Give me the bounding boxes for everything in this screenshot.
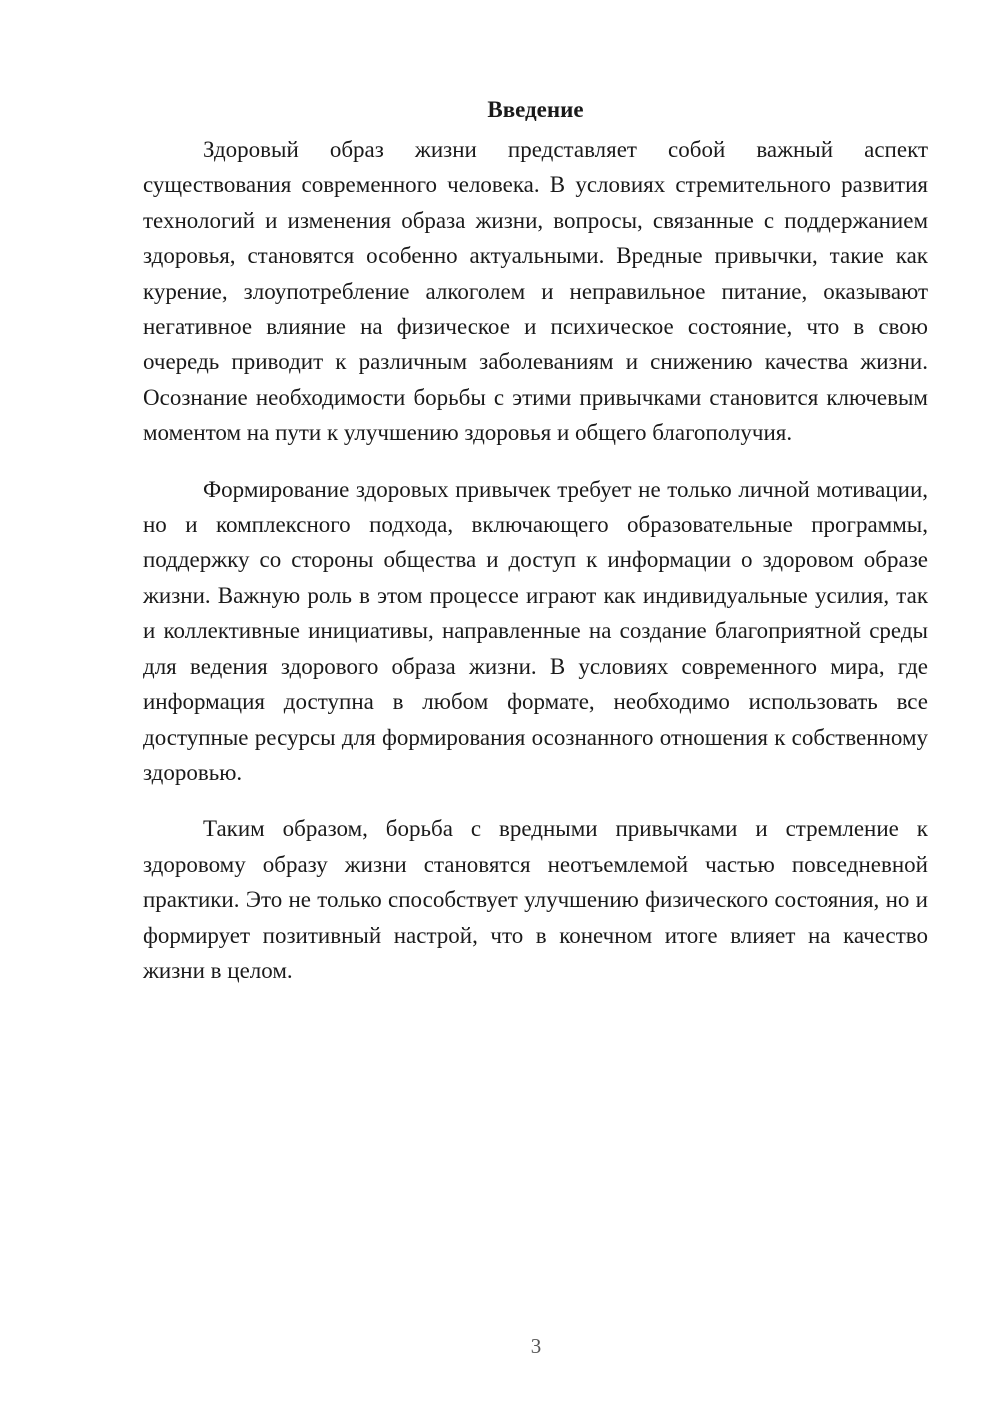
page-content <box>143 92 928 1009</box>
paragraph-3: Таким образом, борьба с вредными привычками и стремление к здоровому образу жизни становятся неотъемлемой частью повседневной практики. Это не только способствует улучшению физического состояния, но и формирует позитивный настрой, что в конечном итоге влияет на качество жизни в целом. <box>143 816 928 983</box>
paragraph-1: Здоровый образ жизни представляет собой важный аспект существования современного человека. В условиях стремительного развития технологий и изменения образа жизни, вопросы, связанные с поддержанием здоровья, становятся особенно актуальными. Вредные привычки, такие как курение, злоупотребление алкоголем и неправильное питание, оказывают негативное влияние на физическое и психическое состояние, что в свою очередь приводит к различным заболеваниям и снижению качества жизни. Осознание необходимости борьбы с этими привычками становится ключевым моментом на пути к улучшению здоровья и общего благополучия. <box>143 137 928 446</box>
section-heading: Введение <box>487 97 584 122</box>
page-number: 3 <box>530 1334 542 1358</box>
paragraph-2: Формирование здоровых привычек требует не только личной мотивации, но и комплексного подхода, включающего образовательные программы, поддержку со стороны общества и доступ к информации о здоровом образе жизни. Важную роль в этом процессе играют как индивидуальные усилия, так и коллективные инициативы, направленные на создание благоприятной среды для ведения здорового образа жизни. В условиях современного мира, где информация доступна в любом формате, необходимо использовать все доступные ресурсы для формирования осознанного отношения к собственному здоровью. <box>143 476 928 785</box>
